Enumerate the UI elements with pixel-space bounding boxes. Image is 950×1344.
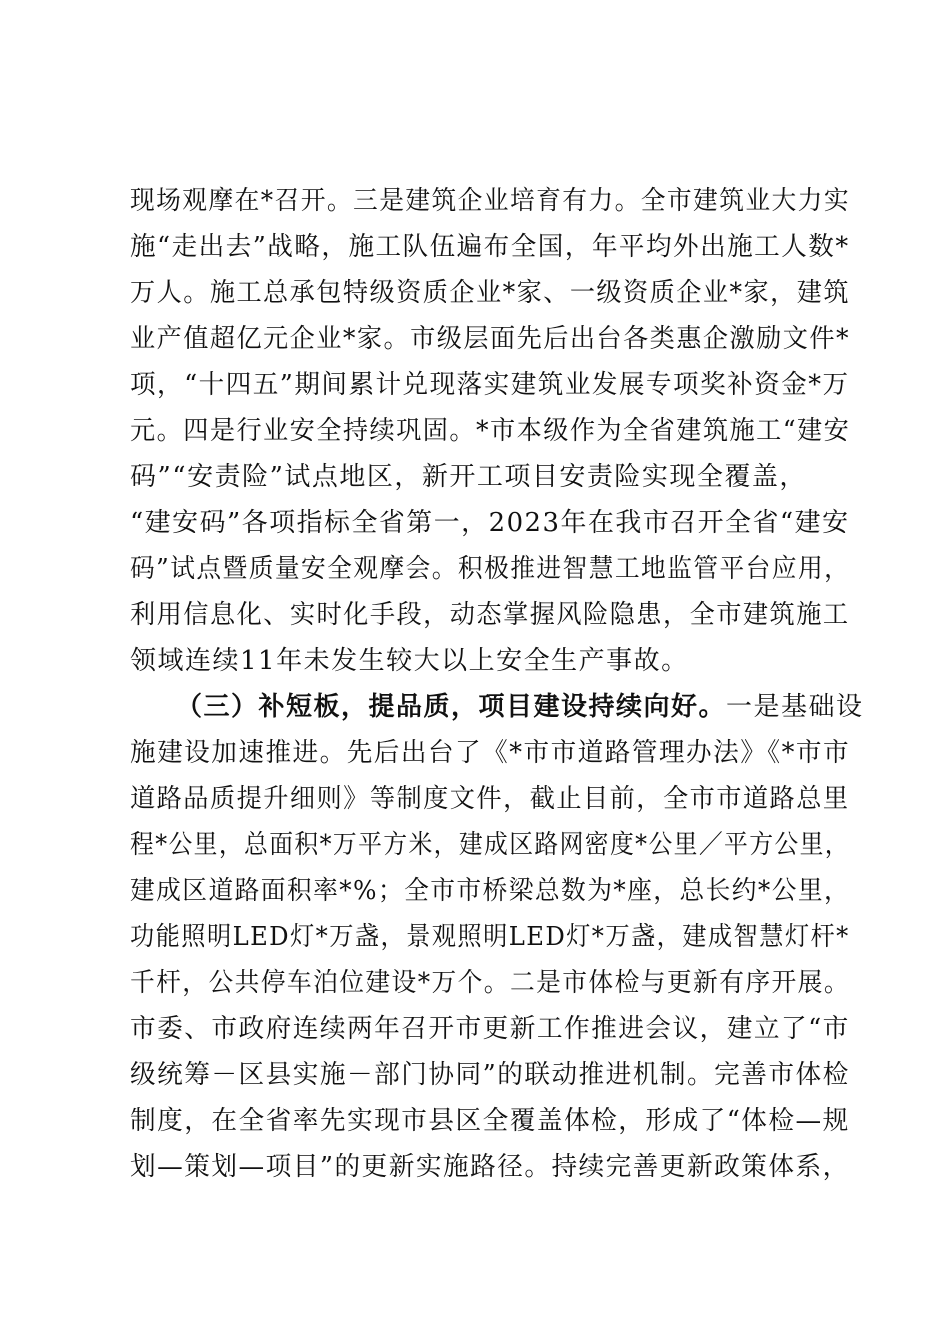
- paragraph-line: “建安码”各项指标全省第一，2023年在我市召开全省“建安: [130, 508, 850, 538]
- paragraph-line: 利用信息化、实时化手段，动态掌握风险隐患，全市建筑施工: [130, 600, 850, 630]
- paragraph-line: 施建设加速推进。先后出台了《*市市道路管理办法》《*市市: [130, 738, 851, 768]
- paragraph-line: 施“走出去”战略，施工队伍遍布全国，年平均外出施工人数*: [130, 232, 850, 262]
- paragraph-line: 千杆，公共停车泊位建设*万个。二是市体检与更新有序开展。: [130, 968, 850, 998]
- paragraph-line: 码”试点暨质量安全观摩会。积极推进智慧工地监管平台应用，: [130, 554, 851, 584]
- paragraph-line: 程*公里，总面积*万平方米，建成区路网密度*公里／平方公里，: [130, 830, 850, 860]
- paragraph-line: 功能照明LED灯*万盏，景观照明LED灯*万盏，建成智慧灯杆*: [130, 922, 850, 952]
- paragraph-line: 码”“安责险”试点地区，新开工项目安责险实现全覆盖，: [130, 462, 807, 492]
- paragraph-line: 道路品质提升细则》等制度文件，截止目前，全市市道路总里: [130, 784, 850, 814]
- paragraph-line: 市委、市政府连续两年召开市更新工作推进会议，建立了“市: [130, 1014, 850, 1044]
- paragraph-line: 建成区道路面积率*%；全市市桥梁总数为*座，总长约*公里，: [130, 876, 851, 906]
- paragraph-line: 领域连续11年未发生较大以上安全生产事故。: [130, 646, 689, 676]
- paragraph-line: 项，“十四五”期间累计兑现落实建筑业发展专项奖补资金*万: [130, 370, 850, 400]
- paragraph-line: 万人。施工总承包特级资质企业*家、一级资质企业*家，建筑: [130, 278, 850, 308]
- section-heading: （三）补短板，提品质，项目建设持续向好。: [176, 692, 727, 722]
- paragraph-heading-line: [176, 686, 896, 728]
- paragraph-line: 元。四是行业安全持续巩固。*市本级作为全省建筑施工“建安: [130, 416, 851, 446]
- paragraph-line: 划—策划—项目”的更新实施路径。持续完善更新政策体系，: [130, 1152, 850, 1182]
- paragraph-line: 级统筹－区县实施－部门协同”的联动推进机制。完善市体检: [130, 1060, 850, 1090]
- heading-line-rest: 一是基础设: [726, 692, 864, 722]
- paragraph-line: 制度，在全省率先实现市县区全覆盖体检，形成了“体检—规: [130, 1106, 850, 1136]
- paragraph-line: 现场观摩在*召开。三是建筑企业培育有力。全市建筑业大力实: [130, 186, 850, 216]
- paragraph-line: 业产值超亿元企业*家。市级层面先后出台各类惠企激励文件*: [130, 324, 850, 354]
